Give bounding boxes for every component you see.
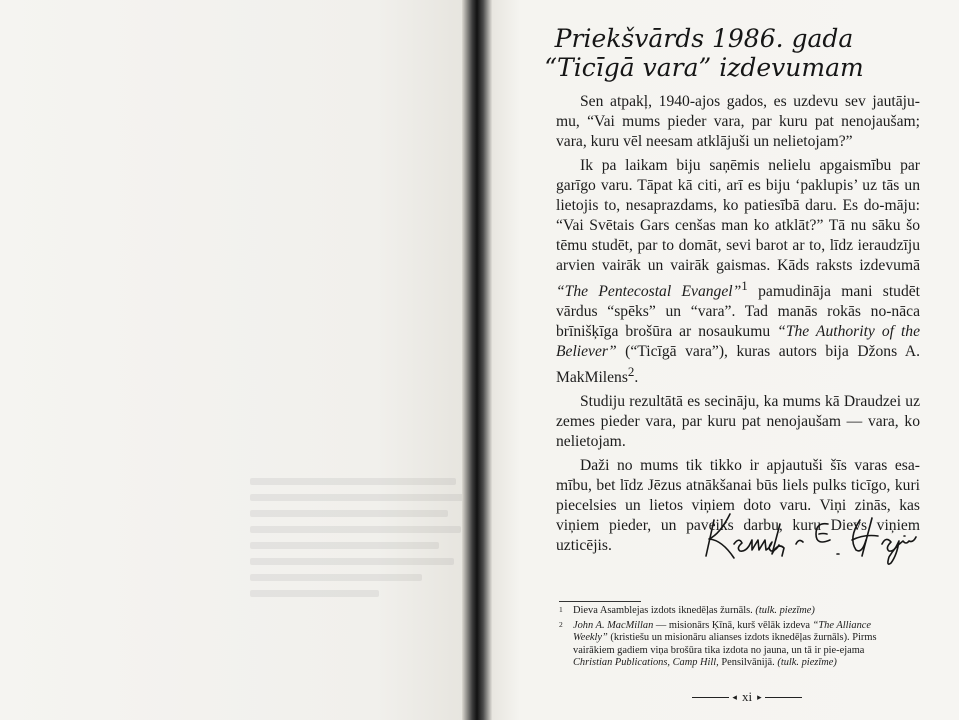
footnote-2 bbox=[559, 620, 901, 670]
signature-icon bbox=[700, 506, 935, 568]
folio-rule-right bbox=[765, 697, 802, 698]
footnote-2-part-c: Pensilvānijā. bbox=[718, 657, 778, 668]
footnote-2-weekly: “The Alliance Weekly” bbox=[573, 619, 872, 643]
footnote-2-number: 2 bbox=[559, 619, 563, 629]
folio-left-arrow-icon: ◂ bbox=[732, 691, 737, 702]
page-number: xi bbox=[741, 689, 753, 704]
footnote-ref-2: 2 bbox=[627, 364, 635, 380]
page-number-folio bbox=[692, 689, 802, 705]
footnote-1-text bbox=[573, 605, 901, 618]
show-through-text bbox=[250, 478, 465, 606]
folio-right-arrow-icon: ▸ bbox=[757, 691, 762, 702]
handwritten-signature bbox=[700, 506, 935, 568]
paragraph-2 bbox=[556, 156, 920, 388]
book-spine-gutter bbox=[462, 0, 492, 720]
authority-title: “The Authority of the Believer” bbox=[556, 323, 920, 361]
footnote-2-text bbox=[573, 620, 901, 670]
footnote-ref-1: 1 bbox=[741, 278, 748, 293]
title-line-2: “Ticīgā vara” izdevumam bbox=[544, 53, 864, 82]
evangel-title: “The Pentecostal Evangel” bbox=[556, 283, 742, 301]
footnote-divider bbox=[559, 601, 641, 602]
footnote-2-note: (tulk. piezīme) bbox=[777, 657, 837, 668]
paragraph-1: Sen atpakļ, 1940-ajos gados, es uzdevu sev jautāju-mu, “Vai mums pieder vara, par kuru pat nenojaušam; vara, kuru vēl neesam atklājuši un nelietojam?” bbox=[556, 93, 920, 150]
paragraph-2-part-b: pamudināja mani studēt vārdus “spēks” un “vara”. Tad manās rokās no-nāca brīnišķīga brošūra ar nosaukumu bbox=[556, 283, 921, 341]
footnote-2-publisher: Christian Publications, Camp Hill, bbox=[573, 657, 719, 668]
page-title bbox=[514, 24, 894, 82]
footnote-1-note: (tulk. piezīme) bbox=[755, 605, 815, 616]
paragraph-2-part-d: . bbox=[634, 369, 639, 387]
footnote-2-part-a: — misionārs Ķīnā, kurš vēlāk izdeva bbox=[653, 619, 813, 631]
footnote-2-name: John A. MacMillan bbox=[573, 619, 654, 631]
body-text bbox=[556, 92, 920, 560]
title-line-1: Priekšvārds 1986. gada bbox=[554, 24, 854, 53]
paragraph-2-part-a: Ik pa laikam biju saņēmis nelielu apgaismību par garīgo varu. Tāpat kā citi, arī es biju ‘paklupis’ uz tās un lietojis to, nesaprazdams, ko patiesībā daru. Es do-māju: “Vai Svētais Gars cenšas man ko atklāt?” Tā nu sāku šo tēmu studēt, par to domāt, sevi barot ar to, līdz ieraudzīju arvien vairāk un vairāk gaismas. Kāds raksts izdevumā bbox=[556, 157, 920, 274]
footnotes bbox=[559, 605, 901, 672]
paragraph-3: Studiju rezultātā es secināju, ka mums kā Draudzei uz zemes pieder vara, par kuru pat nenojaušam — vara, ko nelietojam. bbox=[556, 393, 920, 451]
paragraph-2-part-c: (“Ticīgā vara”), kuras autors bija Džons A. MakMilens bbox=[556, 343, 920, 387]
paragraph-4: Daži no mums tik tikko ir apjautuši šīs varas esa-mību, bet līdz Jēzus atnākšanai būs liels pulks ticīgo, kuri piecelsies un lietos viņiem doto varu. Viņi zinās, kas viņiem pieder, un paveiks darbu, kuru Dievs viņiem uzticējis. bbox=[556, 457, 920, 555]
footnote-2-part-b: (kristiešu un misionāru alianses izdots iknedēļas žurnāls). Pirms vairākiem gadiem viņa brošūra tika izdota no jauna, un tā ir pie-ejama bbox=[573, 632, 877, 656]
footnote-1-number: 1 bbox=[559, 605, 563, 614]
folio-rule-left bbox=[692, 697, 729, 698]
footnote-1-body: Dieva Asamblejas izdots iknedēļas žurnāls. bbox=[573, 605, 756, 616]
footnote-1 bbox=[559, 605, 901, 618]
left-page bbox=[0, 0, 470, 720]
